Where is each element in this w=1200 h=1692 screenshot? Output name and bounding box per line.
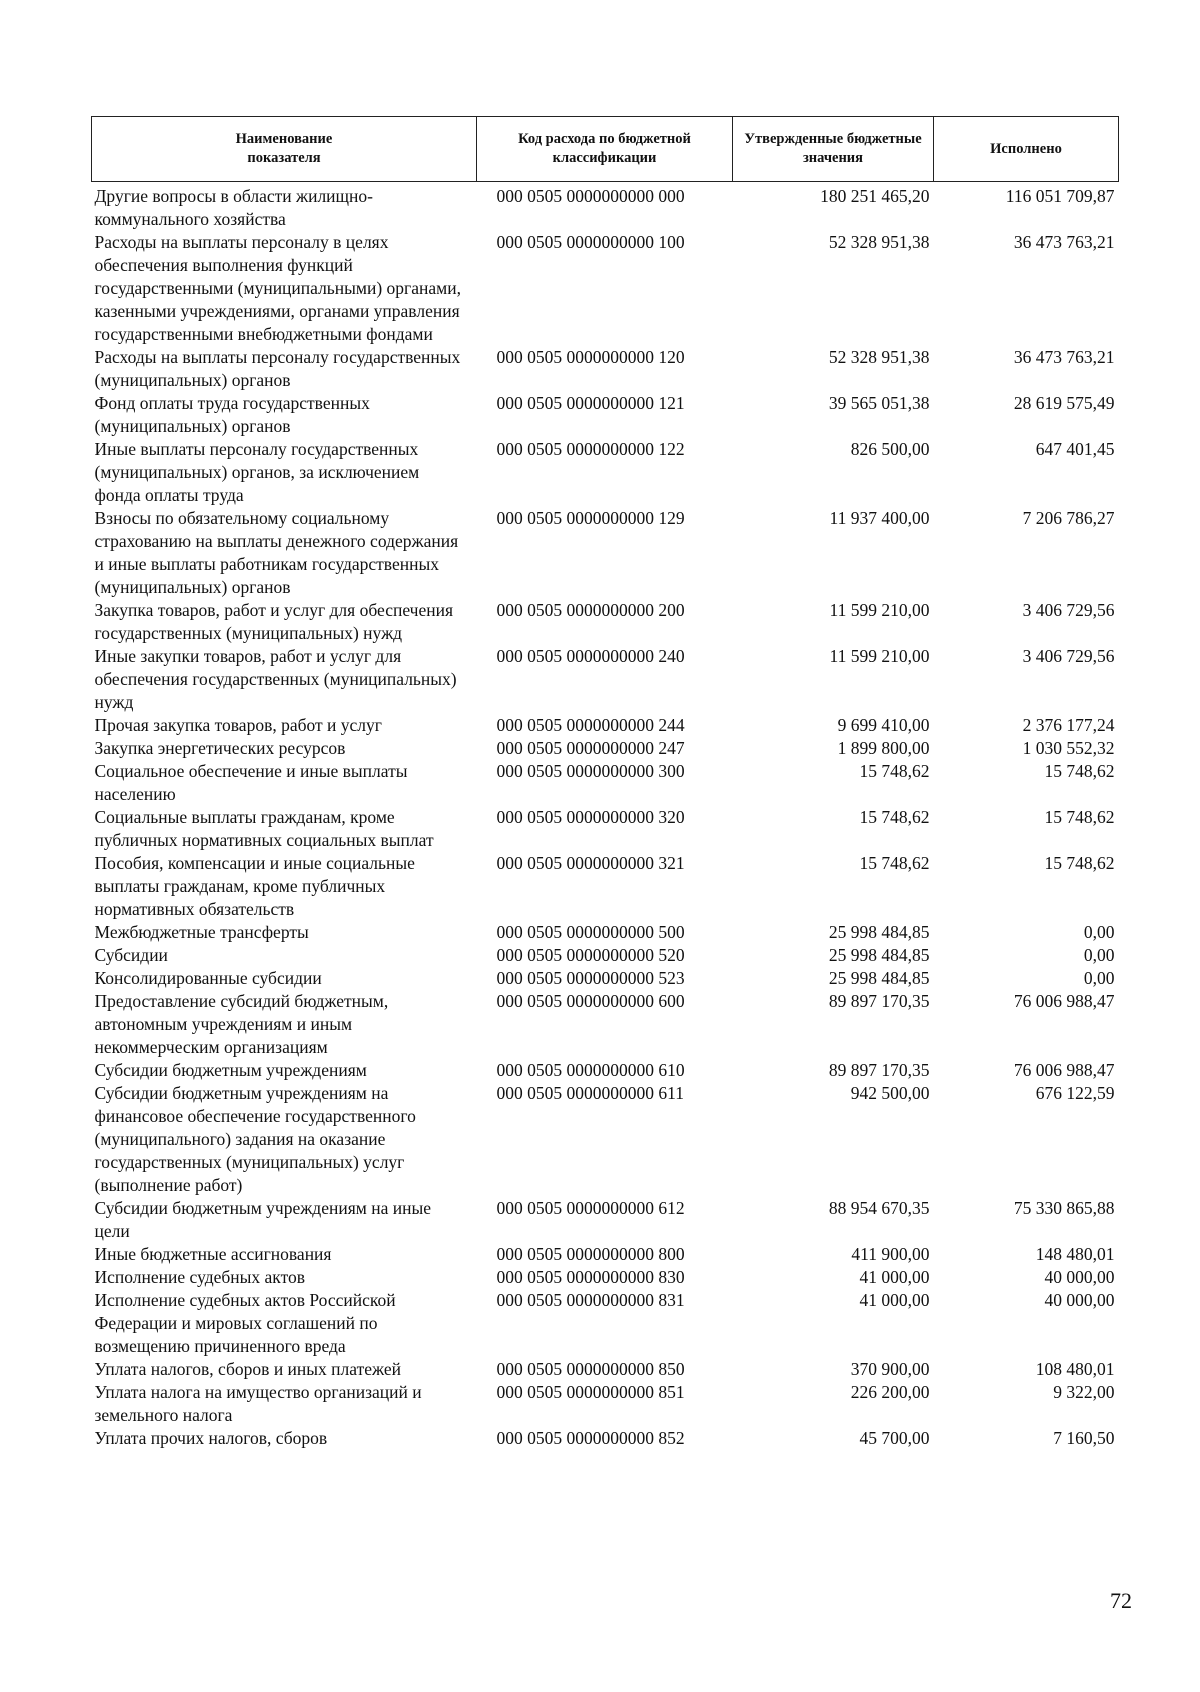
row-code-cell: 000 0505 0000000000 244 xyxy=(496,715,685,735)
row-name-cell: Закупка товаров, работ и услуг для обеспечения государственных (муниципальных) нужд xyxy=(94,600,454,643)
table-row xyxy=(92,737,1119,760)
row-code-cell: 000 0505 0000000000 800 xyxy=(496,1244,685,1264)
row-executed-cell: 116 051 709,87 xyxy=(1005,186,1115,206)
row-code-cell: 000 0505 0000000000 200 xyxy=(496,600,685,620)
row-name-cell: Расходы на выплаты персоналу государственных (муниципальных) органов xyxy=(94,347,461,390)
row-executed-cell: 76 006 988,47 xyxy=(1013,991,1115,1011)
row-code-cell: 000 0505 0000000000 122 xyxy=(496,439,685,459)
row-approved-cell: 370 900,00 xyxy=(850,1359,930,1379)
row-name-cell: Иные бюджетные ассигнования xyxy=(94,1244,332,1264)
row-approved-cell: 826 500,00 xyxy=(850,439,930,459)
row-code-cell: 000 0505 0000000000 850 xyxy=(496,1359,685,1379)
row-approved-cell: 9 699 410,00 xyxy=(837,715,930,735)
table-row xyxy=(92,507,1119,599)
row-approved-cell: 15 748,62 xyxy=(859,807,930,827)
row-code-cell: 000 0505 0000000000 830 xyxy=(496,1267,685,1287)
table-row xyxy=(92,760,1119,806)
row-executed-cell: 3 406 729,56 xyxy=(1022,646,1115,666)
row-approved-cell: 41 000,00 xyxy=(859,1290,930,1310)
row-code-cell: 000 0505 0000000000 520 xyxy=(496,945,685,965)
row-name-cell: Другие вопросы в области жилищно-коммунального хозяйства xyxy=(94,186,373,229)
row-name-cell: Исполнение судебных актов Российской Федерации и мировых соглашений по возмещению причиненного вреда xyxy=(94,1290,396,1356)
table-body xyxy=(92,182,1119,1451)
row-executed-cell: 7 206 786,27 xyxy=(1022,508,1115,528)
row-approved-cell: 15 748,62 xyxy=(859,853,930,873)
table-row xyxy=(92,392,1119,438)
row-approved-cell: 52 328 951,38 xyxy=(828,347,930,367)
row-executed-cell: 2 376 177,24 xyxy=(1022,715,1115,735)
row-approved-cell: 11 599 210,00 xyxy=(829,646,930,666)
row-code-cell: 000 0505 0000000000 612 xyxy=(496,1198,685,1218)
table-row xyxy=(92,1381,1119,1427)
row-name-cell: Субсидии бюджетным учреждениям xyxy=(94,1060,367,1080)
row-executed-cell: 647 401,45 xyxy=(1035,439,1115,459)
row-approved-cell: 226 200,00 xyxy=(850,1382,930,1402)
row-executed-cell: 1 030 552,32 xyxy=(1022,738,1115,758)
row-name-cell: Уплата налога на имущество организаций и земельного налога xyxy=(94,1382,422,1425)
row-name-cell: Социальные выплаты гражданам, кроме публичных нормативных социальных выплат xyxy=(94,807,434,850)
header-approved-values: Утвержденные бюджетные значения xyxy=(733,117,934,182)
row-executed-cell: 9 322,00 xyxy=(1053,1382,1115,1402)
row-name-cell: Расходы на выплаты персоналу в целях обеспечения выполнения функций государственными (муниципальными) органами, казенными учреждениями, органами управления государственными внебюджетными фондами xyxy=(94,232,461,344)
row-approved-cell: 89 897 170,35 xyxy=(828,1060,930,1080)
row-approved-cell: 41 000,00 xyxy=(859,1267,930,1287)
row-name-cell: Иные закупки товаров, работ и услуг для обеспечения государственных (муниципальных) нужд xyxy=(94,646,457,712)
row-code-cell: 000 0505 0000000000 121 xyxy=(496,393,685,413)
row-executed-cell: 0,00 xyxy=(1083,968,1115,988)
table-row xyxy=(92,1243,1119,1266)
row-approved-cell: 25 998 484,85 xyxy=(828,968,930,988)
table-row xyxy=(92,599,1119,645)
table-row xyxy=(92,231,1119,346)
row-name-cell: Межбюджетные трансферты xyxy=(94,922,309,942)
row-name-cell: Уплата налогов, сборов и иных платежей xyxy=(94,1359,401,1379)
row-executed-cell: 0,00 xyxy=(1083,945,1115,965)
table-row xyxy=(92,182,1119,232)
row-code-cell: 000 0505 0000000000 000 xyxy=(496,186,685,206)
row-approved-cell: 942 500,00 xyxy=(850,1083,930,1103)
table-row xyxy=(92,346,1119,392)
row-approved-cell: 25 998 484,85 xyxy=(828,945,930,965)
row-approved-cell: 1 899 800,00 xyxy=(837,738,930,758)
row-approved-cell: 89 897 170,35 xyxy=(828,991,930,1011)
row-executed-cell: 148 480,01 xyxy=(1035,1244,1115,1264)
row-code-cell: 000 0505 0000000000 831 xyxy=(496,1290,685,1310)
row-code-cell: 000 0505 0000000000 247 xyxy=(496,738,685,758)
row-executed-cell: 7 160,50 xyxy=(1053,1428,1115,1448)
row-name-cell: Консолидированные субсидии xyxy=(94,968,322,988)
row-name-cell: Фонд оплаты труда государственных (муниципальных) органов xyxy=(94,393,370,436)
row-code-cell: 000 0505 0000000000 500 xyxy=(496,922,685,942)
table-row xyxy=(92,1289,1119,1358)
row-code-cell: 000 0505 0000000000 321 xyxy=(496,853,685,873)
row-executed-cell: 676 122,59 xyxy=(1035,1083,1115,1103)
table-row xyxy=(92,1082,1119,1197)
header-budget-code: Код расхода по бюджетной классификации xyxy=(477,117,733,182)
row-code-cell: 000 0505 0000000000 129 xyxy=(496,508,685,528)
header-executed: Исполнено xyxy=(934,117,1119,182)
row-code-cell: 000 0505 0000000000 851 xyxy=(496,1382,685,1402)
row-name-cell: Прочая закупка товаров, работ и услуг xyxy=(94,715,382,735)
table-row xyxy=(92,944,1119,967)
row-name-cell: Пособия, компенсации и иные социальные выплаты гражданам, кроме публичных нормативных обязательств xyxy=(94,853,415,919)
table-row xyxy=(92,645,1119,714)
row-approved-cell: 180 251 465,20 xyxy=(820,186,930,206)
table-row xyxy=(92,1197,1119,1243)
row-executed-cell: 3 406 729,56 xyxy=(1022,600,1115,620)
row-executed-cell: 36 473 763,21 xyxy=(1013,232,1115,252)
row-approved-cell: 25 998 484,85 xyxy=(828,922,930,942)
row-code-cell: 000 0505 0000000000 100 xyxy=(496,232,685,252)
page-number: 72 xyxy=(1110,1588,1132,1613)
table-row xyxy=(92,1266,1119,1289)
row-code-cell: 000 0505 0000000000 300 xyxy=(496,761,685,781)
row-approved-cell: 39 565 051,38 xyxy=(828,393,930,413)
row-executed-cell: 15 748,62 xyxy=(1044,853,1115,873)
row-approved-cell: 15 748,62 xyxy=(859,761,930,781)
budget-execution-table xyxy=(91,116,1119,1450)
row-code-cell: 000 0505 0000000000 523 xyxy=(496,968,685,988)
row-code-cell: 000 0505 0000000000 852 xyxy=(496,1428,685,1448)
table-row xyxy=(92,852,1119,921)
row-executed-cell: 76 006 988,47 xyxy=(1013,1060,1115,1080)
row-executed-cell: 28 619 575,49 xyxy=(1013,393,1115,413)
row-name-cell: Уплата прочих налогов, сборов xyxy=(94,1428,328,1448)
row-code-cell: 000 0505 0000000000 320 xyxy=(496,807,685,827)
row-approved-cell: 11 599 210,00 xyxy=(829,600,930,620)
row-name-cell: Предоставление субсидий бюджетным, автономным учреждениям и иным некоммерческим организациям xyxy=(94,991,389,1057)
row-executed-cell: 40 000,00 xyxy=(1044,1290,1115,1310)
row-executed-cell: 40 000,00 xyxy=(1044,1267,1115,1287)
row-executed-cell: 75 330 865,88 xyxy=(1013,1198,1115,1218)
row-name-cell: Исполнение судебных актов xyxy=(94,1267,306,1287)
row-approved-cell: 45 700,00 xyxy=(859,1428,930,1448)
row-executed-cell: 108 480,01 xyxy=(1035,1359,1115,1379)
row-name-cell: Закупка энергетических ресурсов xyxy=(94,738,346,758)
row-name-cell: Субсидии бюджетным учреждениям на финансовое обеспечение государственного (муниципального) задания на оказание государственных (муниципальных) услуг (выполнение работ) xyxy=(94,1083,416,1195)
table-row xyxy=(92,967,1119,990)
table-row xyxy=(92,921,1119,944)
row-code-cell: 000 0505 0000000000 120 xyxy=(496,347,685,367)
table-row xyxy=(92,1059,1119,1082)
row-name-cell: Субсидии xyxy=(94,945,168,965)
row-approved-cell: 52 328 951,38 xyxy=(828,232,930,252)
row-approved-cell: 411 900,00 xyxy=(851,1244,930,1264)
row-code-cell: 000 0505 0000000000 240 xyxy=(496,646,685,666)
table-row xyxy=(92,1427,1119,1450)
row-name-cell: Иные выплаты персоналу государственных (муниципальных) органов, за исключением фонда оплаты труда xyxy=(94,439,420,505)
row-code-cell: 000 0505 0000000000 610 xyxy=(496,1060,685,1080)
table-row xyxy=(92,438,1119,507)
row-executed-cell: 15 748,62 xyxy=(1044,761,1115,781)
table-row xyxy=(92,1358,1119,1381)
row-approved-cell: 11 937 400,00 xyxy=(829,508,930,528)
row-code-cell: 000 0505 0000000000 611 xyxy=(496,1083,684,1103)
row-executed-cell: 36 473 763,21 xyxy=(1013,347,1115,367)
row-name-cell: Взносы по обязательному социальному страхованию на выплаты денежного содержания и иные выплаты работникам государственных (муниципальных) органов xyxy=(94,508,459,597)
table-row xyxy=(92,990,1119,1059)
row-name-cell: Субсидии бюджетным учреждениям на иные цели xyxy=(94,1198,431,1241)
row-executed-cell: 0,00 xyxy=(1083,922,1115,942)
row-executed-cell: 15 748,62 xyxy=(1044,807,1115,827)
header-indicator-name: Наименование показателя xyxy=(92,117,477,182)
row-name-cell: Социальное обеспечение и иные выплаты населению xyxy=(94,761,408,804)
table-row xyxy=(92,806,1119,852)
table-header-row xyxy=(92,117,1119,182)
row-code-cell: 000 0505 0000000000 600 xyxy=(496,991,685,1011)
row-approved-cell: 88 954 670,35 xyxy=(828,1198,930,1218)
table-row xyxy=(92,714,1119,737)
